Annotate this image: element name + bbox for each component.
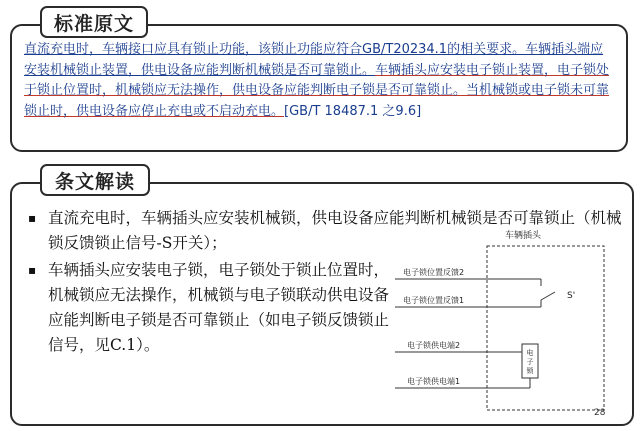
vehicle-plug-outline (487, 246, 604, 410)
section-title-standard: 标准原文 (40, 6, 148, 38)
label-power-1: 电子锁供电端1 (407, 377, 461, 386)
page-number: 28 (594, 408, 606, 418)
label-power-2: 电子锁供电端2 (407, 341, 461, 350)
switch-s-icon (541, 292, 555, 300)
label-feedback-2: 电子锁位置反馈2 (403, 268, 465, 277)
label-lock-char-2: 子 (526, 358, 534, 366)
bullet-mark: ▪ (28, 263, 37, 277)
interpretation-bullet-2 (28, 258, 398, 358)
electronic-lock-diagram (395, 222, 615, 418)
standard-para-1: 直流充电时，车辆接口应具有锁止功能，该锁止功能应符合GB/T20234.1的相关要求。车辆插头端应安装机械锁止装置，供电设备应能判断机械锁是否可靠锁止。 (24, 42, 604, 78)
bullet-2-text: 车辆插头应安装电子锁，电子锁处于锁止位置时，机械锁应无法操作，机械锁与电子锁联动供电设备应能判断电子锁是否可靠锁止（如电子锁反馈锁止信号，见C.1）。 (48, 261, 390, 354)
bullet-mark: ▪ (28, 211, 37, 225)
label-lock-char-1: 电 (526, 349, 534, 357)
standard-reference: [GB/T 18487.1 之9.6] (284, 103, 422, 119)
bullet-1-text: 直流充电时，车辆插头应安装机械锁，供电设备应能判断机械锁是否可靠锁止（机械锁反馈锁止信号-S开关）； (48, 209, 622, 252)
section-title-interpretation: 条文解读 (40, 164, 150, 196)
label-lock-char-3: 锁 (526, 367, 534, 375)
standard-text (24, 40, 612, 122)
label-switch: S' (567, 291, 576, 301)
diagram-title: 车辆插头 (504, 231, 542, 241)
standard-para-2: 车辆插头应安装电子锁止装置，电子锁处于锁止位置时，机械锁应无法操作，供电设备应能判断电子锁是否可靠锁止。当机械锁或电子锁未可靠锁止时，供电设备应停止充电或不启动充电。 (24, 62, 610, 119)
label-feedback-1: 电子锁位置反馈1 (403, 296, 465, 305)
